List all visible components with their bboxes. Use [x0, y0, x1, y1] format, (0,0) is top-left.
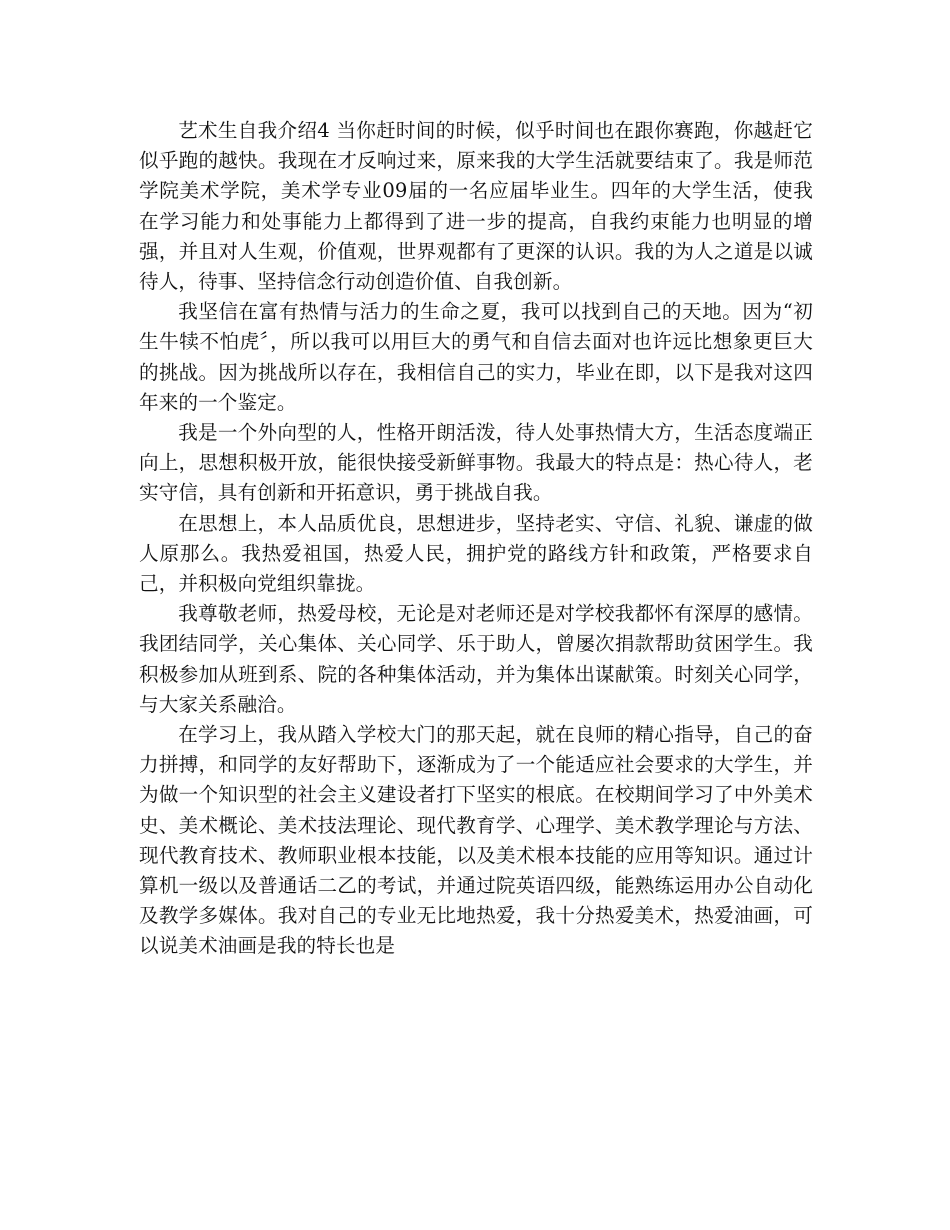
paragraph-personality: 我是一个外向型的人，性格开朗活泼，待人处事热情大方，生活态度端正向上，思想积极开放，能很快接受新鲜事物。我最大的特点是：热心待人，老实守信，具有创新和开拓意识，勇于挑战自我。 — [139, 421, 813, 505]
paragraph-belief: 我坚信在富有热情与活力的生命之夏，我可以找到自己的天地。因为“初生牛犊不怕虎〞，所以我可以用巨大的勇气和自信去面对也许远比想象更巨大的挑战。因为挑战所以存在，我相信自己的实力，毕业在即，以下是我对这四年来的一个鉴定。 — [139, 300, 813, 414]
document-body — [139, 116, 813, 962]
paragraph-intro: 艺术生自我介绍4 当你赶时间的时候，似乎时间也在跟你赛跑，你越赶它似乎跑的越快。我现在才反响过来，原来我的大学生活就要结束了。我是师范学院美术学院，美术学专业09届的一名应届毕业生。四年的大学生活，使我在学习能力和处事能力上都得到了进一步的提高，自我约束能力也明显的增强，并且对人生观，价值观，世界观都有了更深的认识。我的为人之道是以诚待人，待事、坚持信念行动创造价值、自我创新。 — [139, 119, 813, 294]
paragraph-study: 在学习上，我从踏入学校大门的那天起，就在良师的精心指导，自己的奋力拼搏，和同学的友好帮助下，逐渐成为了一个能适应社会要求的大学生，并为做一个知识型的社会主义建设者打下坚实的根底。在校期间学习了中外美术史、美术概论、美术技法理论、现代教育学、心理学、美术教学理论与方法、现代教育技术、教师职业根本技能，以及美术根本技能的应用等知识。通过计算机一级以及普通话二乙的考试，并通过院英语四级，能熟练运用办公自动化及教学多媒体。我对自己的专业无比地热爱，我十分热爱美术，热爱油画，可以说美术油画是我的特长也是 — [139, 723, 813, 958]
paragraph-relations: 我尊敬老师，热爱母校，无论是对老师还是对学校我都怀有深厚的感情。我团结同学，关心集体、关心同学、乐于助人，曾屡次捐款帮助贫困学生。我积极参加从班到系、院的各种集体活动，并为集体出谋献策。时刻关心同学，与大家关系融洽。 — [139, 602, 813, 716]
paragraph-thought: 在思想上，本人品质优良，思想进步，坚持老实、守信、礼貌、谦虚的做人原那么。我热爱祖国，热爱人民，拥护党的路线方针和政策，严格要求自己，并积极向党组织靠拢。 — [139, 511, 813, 596]
